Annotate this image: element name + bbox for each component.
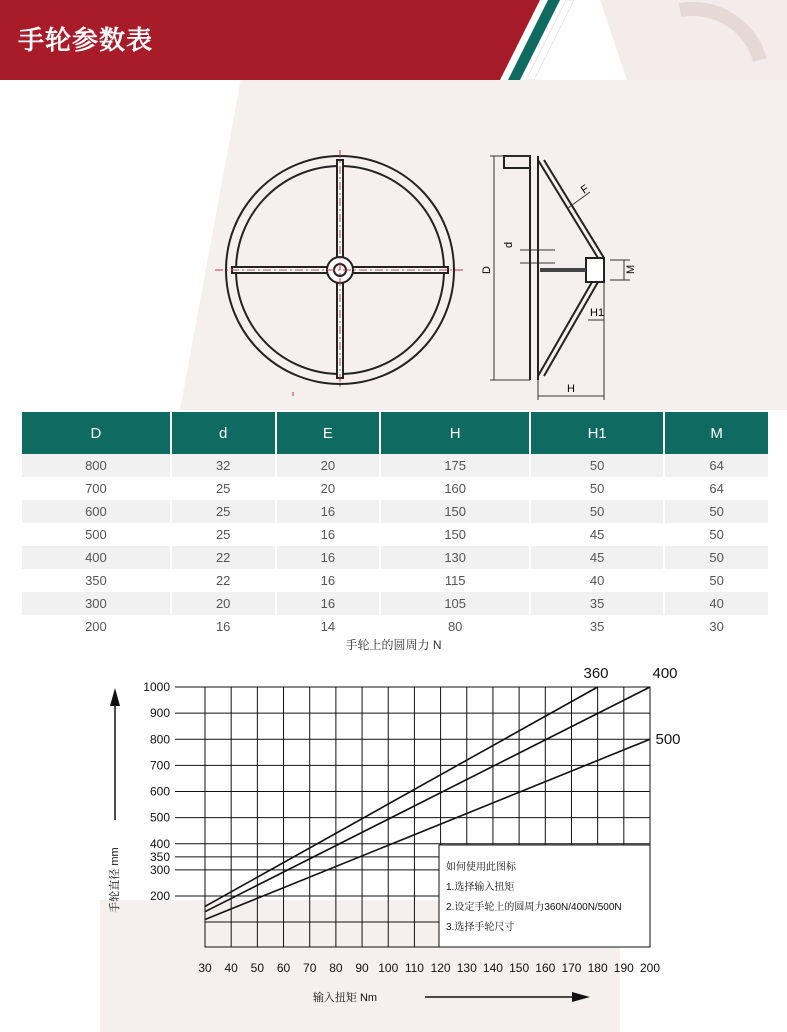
table-cell: 160 (381, 477, 529, 500)
table-cell: 500 (22, 523, 170, 546)
table-row (22, 592, 768, 615)
table-cell: 105 (381, 592, 529, 615)
table-cell: 35 (531, 592, 663, 615)
table-cell: 400 (22, 546, 170, 569)
table-cell: 22 (172, 569, 275, 592)
x-tick-label: 150 (509, 961, 530, 975)
legend-step: 1.选择输入扭矩 (446, 882, 515, 893)
table-cell: 25 (172, 500, 275, 523)
table-cell: 50 (665, 569, 768, 592)
x-tick-label: 130 (456, 961, 477, 975)
table-cell: 50 (531, 500, 663, 523)
page-title: 手轮参数表 (18, 26, 154, 56)
table-cell: 800 (22, 454, 170, 477)
table-cell: 50 (665, 546, 768, 569)
table-cell: 600 (22, 500, 170, 523)
y-tick-label: 400 (149, 836, 170, 851)
label-M: M (625, 264, 637, 274)
table-header-cell: E (277, 412, 380, 454)
table-header-cell: H (381, 412, 529, 454)
y-tick-label: 200 (149, 889, 170, 903)
table-row (22, 454, 768, 477)
table-cell: 40 (531, 569, 663, 592)
table-cell: 350 (22, 569, 170, 592)
table-cell: 130 (381, 546, 529, 569)
table-cell: 16 (277, 523, 380, 546)
y-tick-label: 1000 (143, 680, 170, 694)
label-F: F (578, 182, 592, 197)
table-cell: 150 (381, 523, 529, 546)
series-label: 360 (583, 665, 609, 682)
table-cell: 20 (172, 592, 275, 615)
table-cell: 35 (531, 615, 663, 638)
x-tick-label: 80 (329, 961, 343, 975)
table-cell: 22 (172, 546, 275, 569)
x-tick-label: 170 (561, 961, 582, 975)
y-tick-label: 500 (149, 810, 170, 825)
table-cell: 80 (381, 615, 529, 638)
x-tick-label: 90 (355, 961, 369, 975)
table-cell: 16 (277, 569, 380, 592)
y-tick-label: 900 (149, 706, 170, 721)
table-cell: 16 (277, 592, 380, 615)
y-tick-label: 800 (149, 732, 170, 747)
table-cell: 16 (172, 615, 275, 638)
chart-caption: 手轮上的圆周力 N (345, 638, 442, 652)
table-header-cell: d (172, 412, 275, 454)
label-H1: H1 (590, 307, 605, 319)
x-tick-label: 60 (276, 961, 291, 975)
dimension-lines (490, 156, 630, 400)
table-cell: 16 (277, 500, 380, 523)
table-cell: 30 (665, 615, 768, 638)
x-tick-label: 160 (535, 961, 556, 975)
y-axis-label: 手轮直径 mm (109, 847, 121, 913)
y-tick-label: 600 (149, 784, 170, 799)
table-cell: 150 (381, 500, 529, 523)
x-axis-arrowhead (572, 992, 590, 1002)
legend-step: 3.选择手轮尺寸 (446, 922, 515, 933)
table-row (22, 500, 768, 523)
table-cell: 40 (665, 592, 768, 615)
table-cell: 50 (665, 523, 768, 546)
table-header-cell: H1 (531, 412, 663, 454)
table-cell: 16 (277, 546, 380, 569)
table-cell: 64 (665, 477, 768, 500)
x-tick-label: 70 (303, 961, 317, 975)
table-header-cell: M (665, 412, 768, 454)
x-tick-label: 110 (404, 961, 424, 975)
x-axis-label: 输入扭矩 Nm (312, 992, 378, 1004)
table-cell: 200 (22, 615, 170, 638)
table-cell: 700 (22, 477, 170, 500)
y-tick-label: 350 (149, 849, 170, 864)
table-cell: 115 (381, 569, 529, 592)
table-cell: 20 (277, 477, 380, 500)
y-tick-label: 700 (149, 758, 170, 773)
table-cell: 45 (531, 546, 663, 569)
y-tick-label: 300 (149, 862, 170, 877)
table-cell: 32 (172, 454, 275, 477)
handwheel-drawing (0, 130, 787, 405)
table-cell: 25 (172, 477, 275, 500)
table-cell: 50 (531, 477, 663, 500)
table-cell: 25 (172, 523, 275, 546)
centerlines (215, 150, 465, 390)
y-axis-arrowhead (110, 688, 120, 706)
table-row (22, 477, 768, 500)
x-tick-label: 40 (224, 961, 238, 975)
series-label: 500 (655, 731, 681, 748)
table-cell: 14 (277, 615, 380, 638)
x-tick-label: 50 (250, 961, 265, 975)
table-cell: 50 (665, 500, 768, 523)
x-tick-label: 100 (378, 961, 399, 975)
table-row (22, 546, 768, 569)
x-tick-label: 180 (587, 961, 608, 975)
parameter-table (20, 412, 770, 638)
x-tick-label: 30 (198, 961, 212, 975)
table-cell: 175 (381, 454, 529, 477)
diameter-torque-chart (0, 650, 787, 1020)
table-row (22, 523, 768, 546)
table-row (22, 615, 768, 638)
series-label: 400 (652, 665, 678, 682)
table-cell: 45 (531, 523, 663, 546)
table-cell: 20 (277, 454, 380, 477)
table-header-cell: D (22, 412, 170, 454)
table-cell: 50 (531, 454, 663, 477)
label-d: d (503, 241, 515, 248)
x-tick-label: 120 (430, 961, 451, 975)
table-row (22, 569, 768, 592)
legend-step: 2.设定手轮上的圆周力360N/400N/500N (446, 902, 622, 913)
x-tick-label: 190 (613, 961, 634, 975)
x-tick-label: 200 (639, 961, 661, 975)
table-cell: 300 (22, 592, 170, 615)
label-D: D (481, 266, 493, 274)
label-H: H (567, 383, 575, 395)
x-tick-label: 140 (482, 961, 503, 975)
table-cell: 64 (665, 454, 768, 477)
legend-title: 如何使用此图标 (446, 862, 516, 873)
